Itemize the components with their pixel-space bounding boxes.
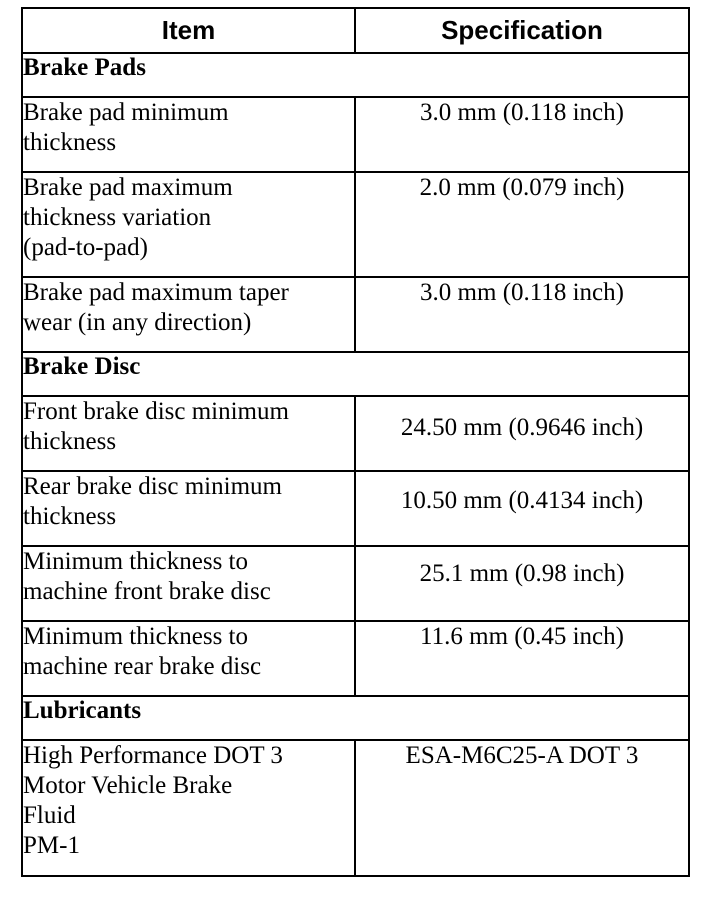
- table-row: [22, 471, 689, 546]
- spec-cell: 25.1 mm (0.98 inch): [355, 546, 689, 621]
- table-row: [22, 97, 689, 172]
- table-row: [22, 546, 689, 621]
- item-cell: Minimum thickness to machine front brake disc: [22, 546, 355, 621]
- header-item: Item: [22, 8, 355, 53]
- section-row: [22, 53, 689, 97]
- item-cell: Brake pad maximum taper wear (in any direction): [22, 277, 355, 352]
- table-row: [22, 621, 689, 696]
- header-row: [22, 8, 689, 53]
- item-cell: Brake pad maximum thickness variation (pad-to-pad): [22, 172, 355, 277]
- section-title: Brake Pads: [22, 53, 689, 97]
- item-cell: Minimum thickness to machine rear brake disc: [22, 621, 355, 696]
- section-row: [22, 352, 689, 396]
- item-cell: Rear brake disc minimum thickness: [22, 471, 355, 546]
- section-title: Brake Disc: [22, 352, 689, 396]
- item-cell: Front brake disc minimum thickness: [22, 396, 355, 471]
- spec-cell: 3.0 mm (0.118 inch): [355, 97, 689, 172]
- table-row: [22, 277, 689, 352]
- table-row: [22, 172, 689, 277]
- section-row: [22, 696, 689, 740]
- section-title: Lubricants: [22, 696, 689, 740]
- header-specification: Specification: [355, 8, 689, 53]
- spec-cell: 3.0 mm (0.118 inch): [355, 277, 689, 352]
- table-row: [22, 396, 689, 471]
- item-cell: High Performance DOT 3 Motor Vehicle Brake Fluid PM-1: [22, 740, 355, 876]
- item-cell: Brake pad minimum thickness: [22, 97, 355, 172]
- spec-cell: 24.50 mm (0.9646 inch): [355, 396, 689, 471]
- spec-cell: 10.50 mm (0.4134 inch): [355, 471, 689, 546]
- spec-cell: ESA-M6C25-A DOT 3: [355, 740, 689, 876]
- specification-table: [21, 7, 690, 877]
- spec-cell: 11.6 mm (0.45 inch): [355, 621, 689, 696]
- spec-cell: 2.0 mm (0.079 inch): [355, 172, 689, 277]
- table-row: [22, 740, 689, 876]
